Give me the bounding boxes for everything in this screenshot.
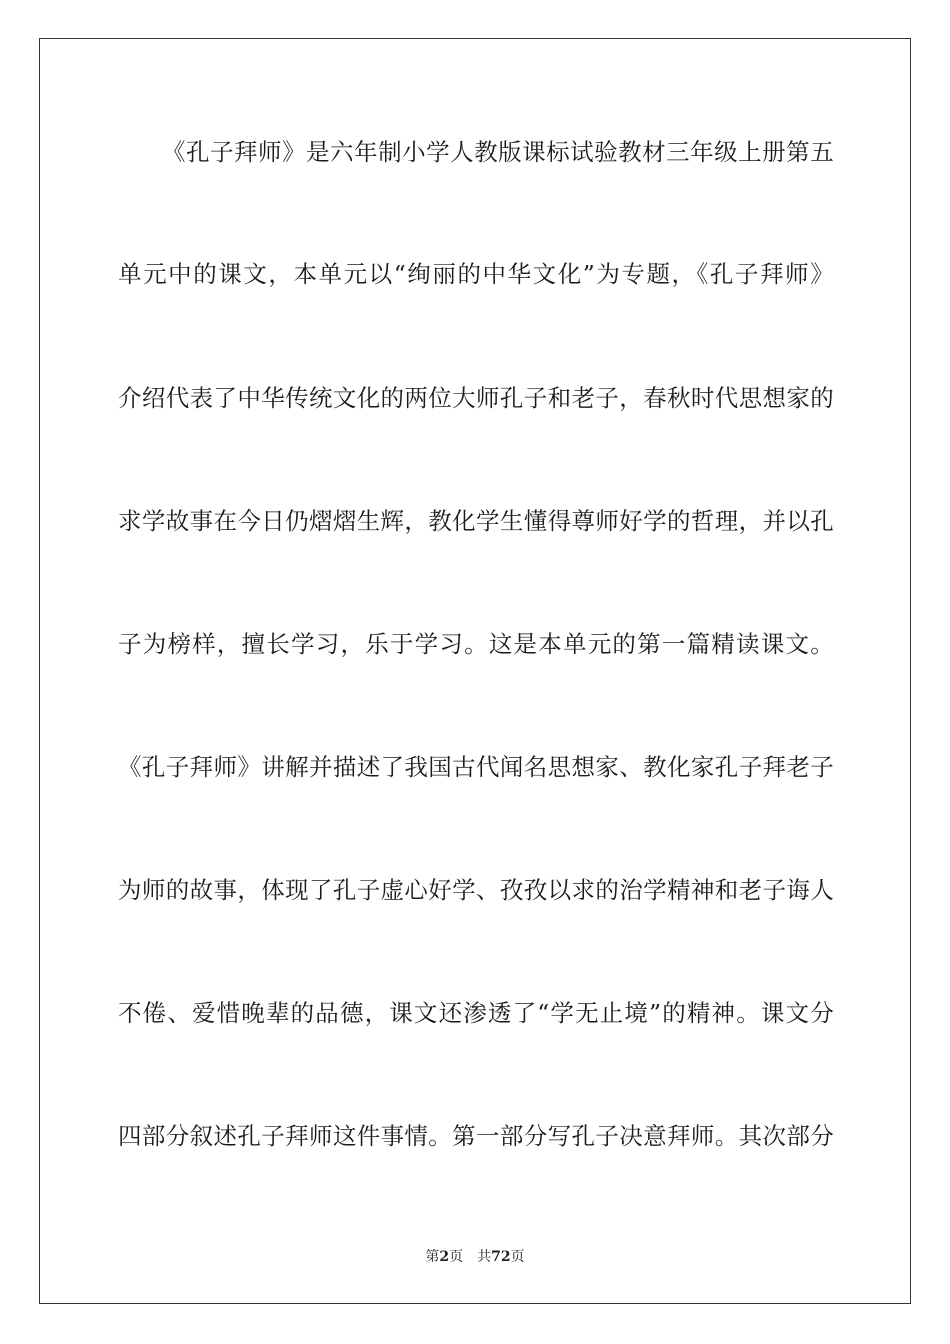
page-footer (0, 1247, 950, 1267)
page-frame (39, 38, 911, 1304)
page-prefix: 第 (425, 1249, 440, 1265)
text-line-1: 《孔子拜师》是六年制小学人教版课标试验教材三年级上册第五 (162, 138, 834, 166)
text-line-4: 求学故事在今日仍熠熠生辉，教化学生懂得尊师好学的哲理，并以孔 (118, 507, 834, 535)
page-suffix: 页 (449, 1249, 464, 1265)
page-number: 2 (439, 1249, 450, 1265)
total-suffix: 页 (510, 1249, 525, 1265)
total-pages: 72 (491, 1249, 511, 1265)
text-line-5: 子为榜样，擅长学习，乐于学习。这是本单元的第一篇精读课文。 (118, 630, 834, 658)
text-line-2: 单元中的课文，本单元以“绚丽的中华文化”为专题，《孔子拜师》 (118, 260, 834, 288)
text-line-8: 不倦、爱惜晚辈的品德，课文还渗透了“学无止境”的精神。课文分 (118, 999, 834, 1027)
text-line-7: 为师的故事，体现了孔子虚心好学、孜孜以求的治学精神和老子诲人 (118, 876, 834, 904)
text-line-6: 《孔子拜师》讲解并描述了我国古代闻名思想家、教化家孔子拜老子 (118, 753, 834, 781)
total-prefix: 共 (477, 1249, 492, 1265)
text-line-3: 介绍代表了中华传统文化的两位大师孔子和老子，春秋时代思想家的 (118, 384, 834, 412)
text-line-9: 四部分叙述孔子拜师这件事情。第一部分写孔子决意拜师。其次部分 (118, 1122, 834, 1150)
